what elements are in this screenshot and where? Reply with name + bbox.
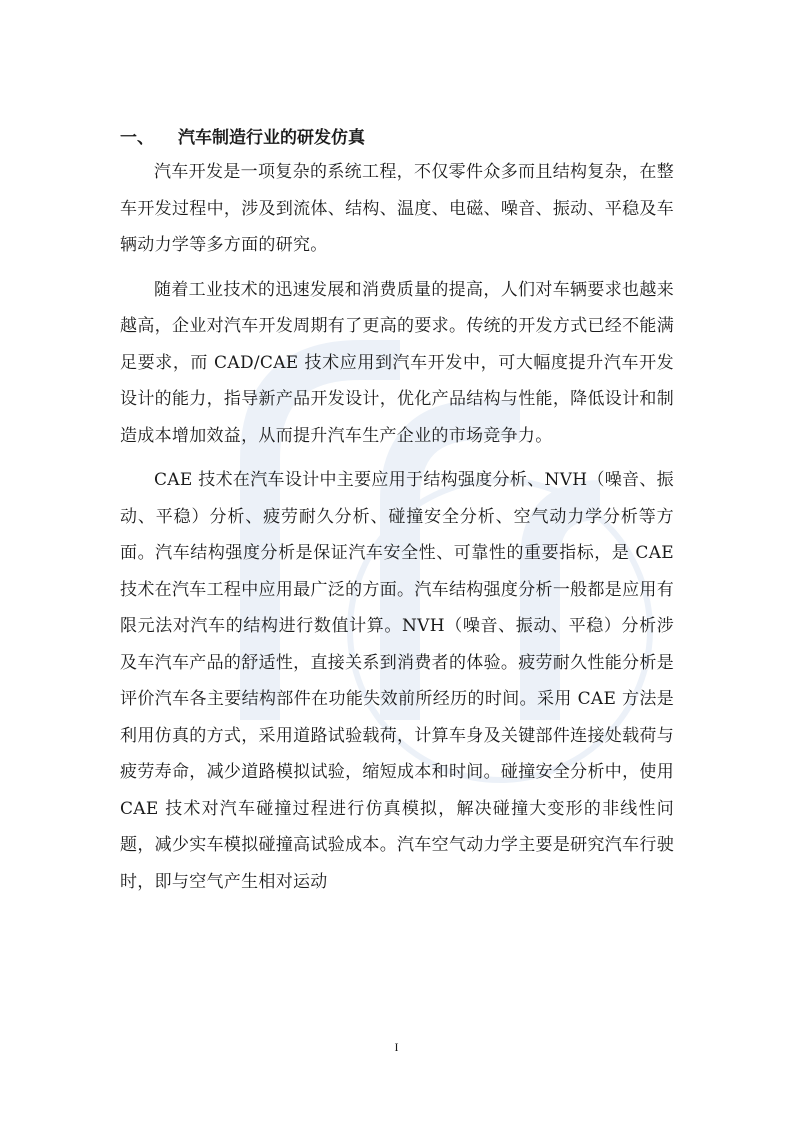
paragraph-1: 汽车开发是一项复杂的系统工程，不仅零件众多而且结构复杂，在整车开发过程中，涉及到流体、结构、温度、电磁、噪音、振动、平稳及车辆动力学等多方面的研究。 <box>120 162 674 255</box>
main-content <box>120 122 674 908</box>
section-heading <box>120 122 674 148</box>
paragraph-2: 随着工业技术的迅速发展和消费质量的提高，人们对车辆要求也越来越高，企业对汽车开发周期有了更高的要求。传统的开发方式已经不能满足要求，而 CAD/CAE 技术应用到汽车开发中，可大幅度提升汽车开发设计的能力，指导新产品开发设计，优化产品结构与性能，降低设计和制造成本增加效益，从而提升汽车生产企业的市场竞争力。 <box>120 279 674 446</box>
section-number: 一、 <box>120 127 154 148</box>
section-title: 汽车制造行业的研发仿真 <box>178 127 365 148</box>
paragraph-3: CAE 技术在汽车设计中主要应用于结构强度分析、NVH（噪音、振动、平稳）分析、疲劳耐久分析、碰撞安全分析、空气动力学分析等方面。汽车结构强度分析是保证汽车安全性、可靠性的重要指标，是 CAE 技术在汽车工程中应用最广泛的方面。汽车结构强度分析一般都是应用有限元法对汽车的结构进行数值计算。NVH（噪音、振动、平稳）分析涉及车汽车产品的舒适性，直接关系到消费者的体验。疲劳耐久性能分析是评价汽车各主要结构部件在功能失效前所经历的时间。采用 CAE 方法是利用仿真的方式，采用道路试验载荷，计算车身及关键部件连接处载荷与疲劳寿命，减少道路模拟试验，缩短成本和时间。碰撞安全分析中，使用 CAE 技术对汽车碰撞过程进行仿真模拟，解决碰撞大变形的非线性问题，减少实车模拟碰撞高试验成本。汽车空气动力学主要是研究汽车行驶时，即与空气产生相对运动 <box>120 470 674 892</box>
page-number: I <box>394 1040 399 1054</box>
